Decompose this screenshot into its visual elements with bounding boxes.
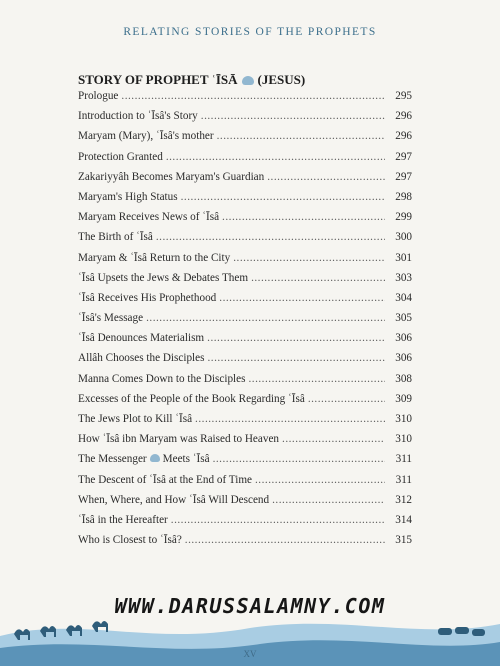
toc-entry-text: ʿĪsâ's Message — [78, 312, 144, 325]
toc-page-number: 306 — [395, 352, 412, 365]
toc-row — [78, 393, 412, 413]
toc-entry-title — [78, 130, 214, 142]
toc-row — [78, 534, 412, 554]
toc-row — [78, 332, 412, 352]
toc-page-number: 305 — [395, 312, 412, 325]
toc-row — [78, 352, 412, 372]
section-title-suffix: (JESUS) — [257, 72, 306, 87]
toc-leader-dots — [248, 373, 385, 385]
toc-row — [78, 494, 412, 514]
toc-leader-dots — [267, 171, 385, 183]
toc-page-number: 306 — [395, 332, 412, 345]
toc-leader-dots — [207, 352, 385, 364]
toc-leader-dots — [185, 534, 385, 546]
toc-entry-text: Manna Comes Down to the Disciples — [78, 372, 246, 385]
toc-entry-title — [78, 433, 279, 445]
toc-entry-title — [78, 110, 198, 122]
toc-entry-text: ʿĪsâ Denounces Materialism — [78, 332, 205, 345]
toc-leader-dots — [308, 393, 385, 405]
toc-row — [78, 151, 412, 171]
toc-entry-text: The Jews Plot to Kill ʿĪsâ — [78, 413, 193, 425]
toc-page-number: 298 — [395, 190, 412, 203]
toc-entry-title — [78, 514, 168, 526]
toc-leader-dots — [219, 292, 385, 304]
toc-entry-title — [78, 292, 216, 304]
toc-page-number: 314 — [395, 513, 412, 526]
honorific-icon — [242, 76, 254, 85]
toc-entry-text: The Birth of ʿĪsâ — [78, 231, 153, 244]
toc-entry-title — [78, 413, 192, 425]
toc-row — [78, 514, 412, 534]
toc-leader-dots — [201, 110, 385, 122]
toc-leader-dots — [233, 252, 385, 264]
toc-page-number: 297 — [395, 150, 412, 163]
toc-page-number: 311 — [395, 473, 412, 486]
toc-entry-title — [78, 191, 178, 203]
toc-page-number: 315 — [395, 534, 412, 547]
toc-leader-dots — [121, 90, 385, 102]
toc-page-number: 303 — [395, 271, 412, 284]
toc-row — [78, 373, 412, 393]
toc-leader-dots — [195, 413, 385, 425]
toc-leader-dots — [251, 272, 385, 284]
toc-leader-dots — [222, 211, 385, 223]
toc-entry-title — [78, 393, 305, 405]
toc-leader-dots — [166, 151, 385, 163]
toc-entry-title — [78, 171, 264, 183]
toc-entry-text: How ʿĪsâ ibn Maryam was Raised to Heaven — [78, 433, 280, 446]
toc-page-number: 300 — [395, 231, 412, 244]
toc-row — [78, 272, 412, 292]
toc-row — [78, 312, 412, 332]
toc-leader-dots — [156, 231, 385, 243]
toc-entry-text-after: Meets ʿĪsâ — [162, 453, 210, 466]
toc-entry-text: Maryam's High Status — [78, 190, 178, 203]
toc-entry-title — [78, 332, 204, 344]
toc-row — [78, 292, 412, 312]
toc-row — [78, 252, 412, 272]
table-of-contents — [78, 90, 412, 554]
toc-leader-dots — [272, 494, 385, 506]
toc-leader-dots — [181, 191, 385, 203]
toc-row — [78, 130, 412, 150]
toc-entry-text: ʿĪsâ Receives His Prophethood — [78, 291, 217, 304]
watermark: WWW.DARUSSALAMNY.COM — [114, 594, 386, 618]
toc-page-number: 310 — [395, 413, 412, 425]
toc-page-number: 312 — [395, 493, 412, 506]
toc-entry-text: Maryam (Mary), ʿĪsâ's mother — [78, 130, 214, 143]
toc-page-number: 311 — [395, 453, 412, 466]
toc-entry-text: When, Where, and How ʿĪsâ Will Descend — [78, 493, 270, 506]
toc-entry-text: ʿĪsâ in the Hereafter — [78, 513, 168, 526]
toc-entry-text: Prologue — [78, 90, 119, 102]
toc-entry-text: Introduction to ʿĪsâ's Story — [78, 110, 198, 123]
toc-entry-title — [78, 211, 219, 223]
toc-entry-title — [78, 90, 118, 102]
toc-entry-text: Zakariyyâh Becomes Maryam's Guardian — [78, 170, 265, 183]
toc-row — [78, 171, 412, 191]
section-title — [78, 72, 305, 88]
toc-row — [78, 110, 412, 130]
toc-entry-text: Who is Closest to ʿĪsâ? — [78, 534, 182, 547]
toc-leader-dots — [282, 433, 385, 445]
toc-row — [78, 474, 412, 494]
toc-entry-title — [78, 373, 245, 385]
toc-entry-title — [78, 352, 204, 364]
toc-leader-dots — [207, 332, 385, 344]
toc-entry-text: Allâh Chooses the Disciples — [78, 352, 205, 365]
toc-entry-title — [78, 272, 248, 284]
page-number: XV — [243, 649, 257, 659]
toc-entry-text: The Messenger — [78, 453, 147, 466]
toc-entry-title — [78, 312, 143, 324]
toc-row — [78, 413, 412, 433]
toc-entry-title — [78, 151, 163, 163]
toc-row — [78, 90, 412, 110]
toc-page-number: 308 — [395, 372, 412, 385]
toc-entry-title — [78, 534, 182, 546]
toc-page-number: 297 — [395, 170, 412, 183]
toc-entry-title — [78, 252, 230, 264]
toc-page-number: 296 — [395, 110, 412, 123]
toc-entry-title — [78, 453, 210, 465]
toc-entry-text: The Descent of ʿĪsâ at the End of Time — [78, 473, 252, 486]
toc-page-number: 304 — [395, 291, 412, 304]
toc-entry-text: Maryam & ʿĪsâ Return to the City — [78, 251, 231, 264]
section-title-text: STORY OF PROPHET ʿĪSĀ — [78, 72, 238, 87]
toc-page-number: 301 — [395, 251, 412, 264]
toc-leader-dots — [255, 474, 385, 486]
toc-leader-dots — [217, 130, 385, 142]
toc-entry-title — [78, 474, 252, 486]
toc-row — [78, 433, 412, 453]
toc-page-number: 295 — [395, 90, 412, 102]
toc-entry-title — [78, 494, 269, 506]
toc-entry-text: Maryam Receives News of ʿĪsâ — [78, 211, 220, 224]
toc-row — [78, 211, 412, 231]
toc-page-number: 296 — [395, 130, 412, 143]
toc-leader-dots — [171, 514, 385, 526]
toc-page-number: 299 — [395, 211, 412, 224]
toc-row — [78, 191, 412, 211]
toc-row — [78, 231, 412, 251]
toc-row — [78, 453, 412, 473]
honorific-icon — [150, 454, 160, 462]
toc-page-number: 309 — [395, 392, 412, 405]
toc-entry-title — [78, 231, 153, 243]
toc-leader-dots — [146, 312, 385, 324]
toc-entry-text: Excesses of the People of the Book Regarding ʿĪsâ — [78, 392, 305, 405]
running-header: RELATING STORIES OF THE PROPHETS — [123, 26, 377, 38]
toc-entry-text: Protection Granted — [78, 150, 163, 163]
toc-page-number: 310 — [395, 433, 412, 446]
toc-leader-dots — [213, 453, 385, 465]
toc-entry-text: ʿĪsâ Upsets the Jews & Debates Them — [78, 271, 249, 284]
